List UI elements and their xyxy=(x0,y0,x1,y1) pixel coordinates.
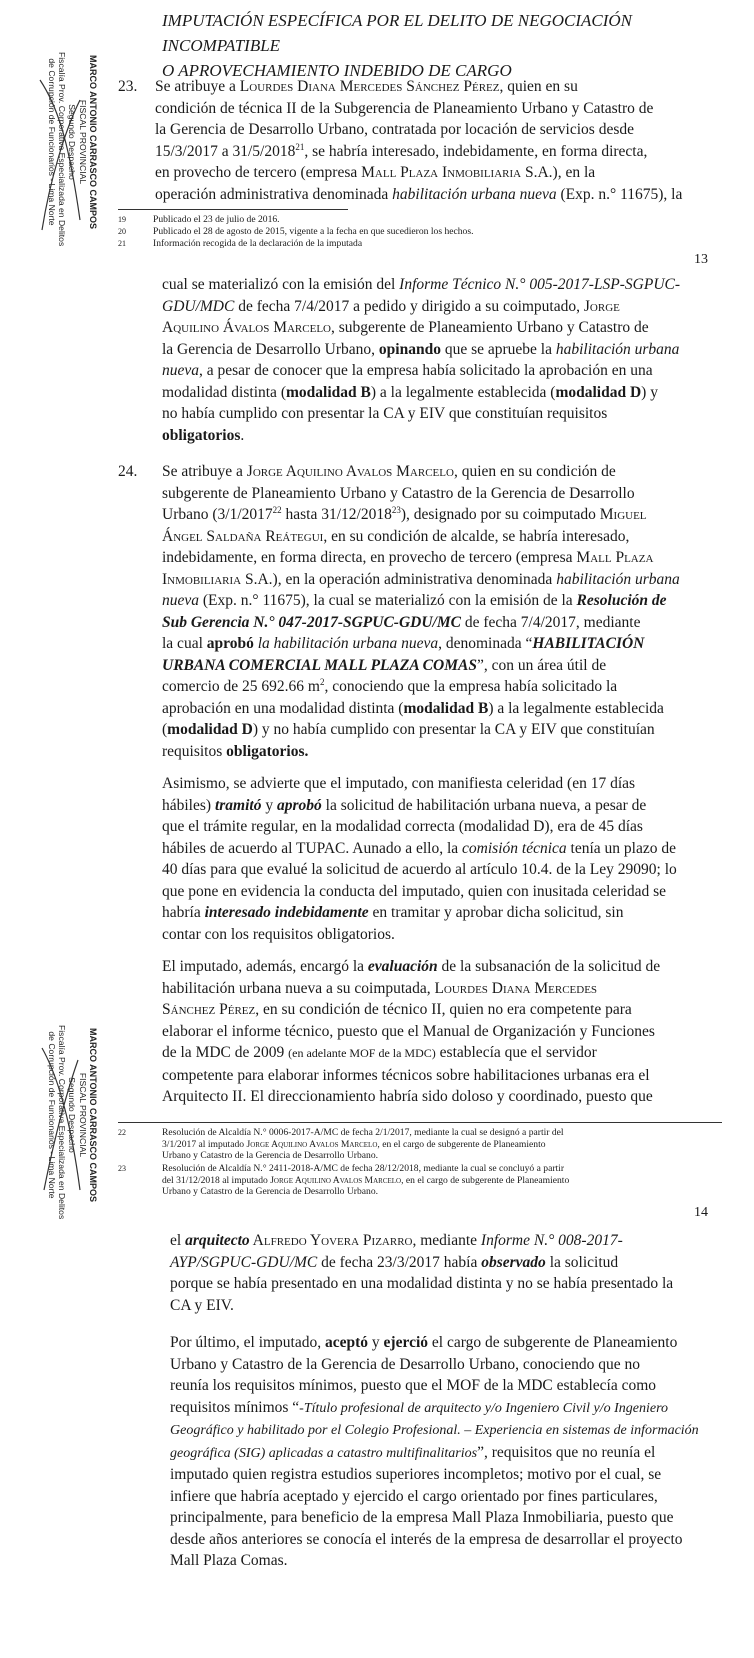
heading-line-2: O APROVECHAMIENTO INDEBIDO DE CARGO xyxy=(162,61,512,80)
text-span: hábiles de acuerdo al TUPAC. Aunado a ello, la xyxy=(162,839,463,857)
text-span: (Exp. n.° 11675), la xyxy=(556,185,683,203)
text-span: Jorge Aquilino Avalos Marcelo xyxy=(270,1174,402,1186)
section-heading xyxy=(162,8,722,83)
text-span: obligatorios. xyxy=(226,742,309,760)
text-span: infiere que habría aceptado y ejercido el cargo orientado por fines particulares, xyxy=(170,1487,658,1505)
paragraph-arquitecto xyxy=(170,1230,720,1316)
text-span: 3/1/2017 al imputado xyxy=(162,1138,247,1150)
text-span: Por último, el imputado, xyxy=(170,1334,325,1351)
text-span: URBANA COMERCIAL MALL PLAZA COMAS xyxy=(162,656,477,674)
text-span: de fecha 7/4/2017, mediante xyxy=(460,613,641,631)
text-span: en tramitar y aprobar dicha solicitud, sin xyxy=(368,904,624,921)
text-span: nueva xyxy=(162,362,200,379)
text-span: , se habría interesado, indebidamente, en forma directa, xyxy=(304,142,648,160)
text-span: nueva xyxy=(162,592,200,609)
footnote-ref-21: 21 xyxy=(295,141,305,152)
text-span: condición de técnica II de la Subgerencia de Planeamiento Urbano y Catastro de xyxy=(155,99,654,117)
text-span: ), designado por su coimputado xyxy=(400,506,600,523)
text-span: Informe N.° 008-2017- xyxy=(480,1232,623,1249)
text-span: FISCAL PROVINCIAL xyxy=(77,1072,88,1158)
text-span: el xyxy=(170,1232,186,1249)
signature-mark xyxy=(30,1040,90,1200)
text-span: habilitación urbana xyxy=(555,340,680,358)
text-span: 2 xyxy=(319,676,325,687)
text-span: Miguel xyxy=(599,506,647,523)
footnote-divider xyxy=(118,1122,722,1123)
text-span: habilitación urbana nueva xyxy=(392,185,557,203)
text-span: cual se materializó con la emisión del xyxy=(162,276,400,293)
text-span: ) a la legalmente establecida xyxy=(488,699,664,717)
text-span: ( xyxy=(162,721,168,738)
text-span: indebidamente, en forma directa, en provecho de tercero (empresa xyxy=(162,549,577,566)
text-span: aceptó xyxy=(325,1334,369,1351)
fiscal-stamp-bottom xyxy=(46,1025,99,1220)
text-span: Resolución de xyxy=(576,592,667,609)
paragraph-23 xyxy=(155,76,720,205)
text-span: ) a la legalmente establecida ( xyxy=(370,383,556,401)
text-span: reunía los requisitos mínimos, puesto que el MOF de la MDC establecía como xyxy=(170,1377,657,1394)
text-span: comisión técnica xyxy=(462,839,567,857)
text-span: y xyxy=(261,796,277,814)
text-span: arquitecto xyxy=(185,1232,250,1249)
footnote-divider xyxy=(118,209,348,210)
text-span: la Gerencia de Desarrollo Urbano, xyxy=(162,340,379,358)
text-span: aprobó xyxy=(276,796,322,814)
text-span: ejerció xyxy=(383,1334,429,1351)
footnotes-page-13 xyxy=(118,214,718,250)
text-span: tramitó xyxy=(214,796,262,814)
text-span: Arquitecto II. El direccionamiento habría sido doloso y coordinado, puesto que xyxy=(162,1088,653,1105)
text-span: desde años anteriores se conocía el interés de la empresa de desarrollar el proyecto xyxy=(170,1530,683,1548)
text-span: Alfredo Yovera Pizarro xyxy=(249,1232,413,1249)
text-span: GDU/MDC xyxy=(162,297,235,315)
text-span: , en el cargo de subgerente de Planeamiento xyxy=(377,1138,546,1150)
text-span: , quien en su xyxy=(499,78,578,95)
text-span: ”, con un área útil de xyxy=(476,656,607,674)
text-span: operación administrativa denominada xyxy=(155,185,393,203)
text-span: , en su condición de alcalde, se habría interesado, xyxy=(323,527,630,545)
text-span: CA y EIV. xyxy=(170,1296,234,1314)
text-span: 19 xyxy=(118,215,126,224)
text-span: y xyxy=(368,1334,384,1351)
text-span: ) y no había cumplido con presentar la CA y EIV que constituían xyxy=(252,721,655,738)
text-span: , mediante xyxy=(412,1232,481,1249)
text-span: de la subsanación de la solicitud de xyxy=(437,958,661,975)
text-span: no había cumplido con presentar la CA y EIV que constituían requisitos xyxy=(162,405,608,422)
text-span: evaluación xyxy=(367,958,438,975)
text-span: HABILITACIÓN xyxy=(532,635,645,652)
text-span: Urbano y Catastro de la Gerencia de Desarrollo Urbano, conociendo que no xyxy=(170,1355,640,1373)
text-span: modalidad B xyxy=(403,699,489,717)
text-span: establecía que el servidor xyxy=(435,1044,597,1061)
text-span: , denominada “ xyxy=(438,635,533,652)
text-span: , en el cargo de subgerente de Planeamiento xyxy=(401,1174,570,1186)
text-span: Geográfico y habilitado por el Colegio Profesional. – Experiencia en sistemas de información xyxy=(170,1423,699,1438)
text-span: contar con los requisitos obligatorios. xyxy=(162,925,395,943)
text-span: que el trámite regular, en la modalidad correcta (modalidad D), era de 45 días xyxy=(162,818,643,835)
text-span: comercio de 25 692.66 m xyxy=(162,678,320,695)
text-span: (en adelante MOF de la MDC) xyxy=(288,1046,436,1060)
text-span: 22 xyxy=(118,1128,126,1137)
text-span: ), en la xyxy=(552,164,596,181)
text-span: de la MDC de 2009 xyxy=(162,1044,289,1061)
text-span: Mall Plaza Inmobiliaria S.A. xyxy=(361,164,553,181)
text-span: que pone en evidencia la conducta del imputado, quien con inusitada celeridad se xyxy=(162,882,666,900)
text-span: Informe Técnico N.° 005-2017-LSP-SGPUC- xyxy=(399,276,681,293)
text-span: 40 días para que evalué la solicitud de acuerdo al artículo 10.4. de la Ley 29090; lo xyxy=(162,861,677,878)
text-span: observado xyxy=(481,1253,546,1271)
heading-line-1: IMPUTACIÓN ESPECÍFICA POR EL DELITO DE NEGOCIACIÓN INCOMPATIBLE xyxy=(162,11,633,55)
person-name: Jorge Aquilino Avalos Marcelo xyxy=(246,463,454,480)
stamp-name: MARCO ANTONIO CARRASCO CAMPOS xyxy=(88,54,98,229)
text-span: Jorge Aquilino Avalos Marcelo xyxy=(246,1138,378,1150)
text-span: Urbano y Catastro de la Gerencia de Desarrollo Urbano. xyxy=(162,1186,379,1197)
text-span: que se apruebe la xyxy=(440,340,556,358)
text-span: requisitos mínimos “ xyxy=(170,1398,300,1416)
text-span: Información recogida de la declaración de la imputada xyxy=(153,238,363,249)
text-span: 21 xyxy=(118,239,126,248)
text-span: MARCO ANTONIO CARRASCO CAMPOS xyxy=(88,1027,98,1202)
text-span: modalidad D xyxy=(555,383,642,401)
text-span: ), en la operación administrativa denominada xyxy=(272,570,557,588)
text-span: del 31/12/2018 al imputado xyxy=(162,1174,271,1186)
text-span: ) y xyxy=(641,383,658,401)
text-span: Aquilino Ávalos Marcelo xyxy=(162,319,331,336)
text-span: modalidad B xyxy=(285,383,371,401)
text-span: Mall Plaza Comas. xyxy=(170,1552,288,1569)
text-span: imputado quien registra estudios superiores incompletos; motivo por el cual, se xyxy=(170,1466,662,1483)
paragraph-24 xyxy=(162,461,720,762)
text-span: subgerente de Planeamiento Urbano y Catastro de la Gerencia de Desarrollo xyxy=(162,484,635,502)
text-span: 20 xyxy=(118,227,126,236)
paragraph-number-23: 23. xyxy=(118,78,138,95)
text-span: habría xyxy=(162,904,205,921)
text-span: El imputado, además, encargó la xyxy=(162,958,368,975)
text-span: 22 xyxy=(272,504,282,515)
text-span: de fecha 7/4/2017 a pedido y dirigido a su coimputado, xyxy=(234,297,584,315)
text-span: Resolución de Alcaldía N.° 0006-2017-A/MC de fecha 2/1/2017, mediante la cual se designó a partir del xyxy=(162,1127,564,1138)
text-span: Mall Plaza xyxy=(576,549,654,566)
paragraph-asimismo xyxy=(162,773,720,945)
text-span: la Gerencia de Desarrollo Urbano, contratada por locación de servicios desde xyxy=(155,121,635,138)
text-span: 23 xyxy=(118,1164,126,1173)
text-span: la solicitud xyxy=(545,1253,619,1271)
text-span: en provecho de tercero (empresa xyxy=(155,164,362,181)
text-span: , subgerente de Planeamiento Urbano y Catastro de xyxy=(331,319,649,336)
text-span: Fiscalía Prov. Corporativa Especializada en Delitos xyxy=(57,1025,68,1220)
text-span: competente para elaborar informes técnicos sobre habilitaciones urbanas era el xyxy=(162,1066,650,1084)
text-span: la habilitación urbana nueva xyxy=(253,635,439,652)
text-span: aprobó xyxy=(206,635,254,652)
text-span: interesado indebidamente xyxy=(204,904,369,921)
text-span: , en su condición de técnico II, quien no era competente para xyxy=(255,1001,632,1018)
text-span: modalidad D xyxy=(167,721,253,738)
text-span: AYP/SGPUC-GDU/MC xyxy=(170,1253,318,1271)
text-span: principalmente, para beneficio de la empresa Mall Plaza Inmobiliaria, puesto que xyxy=(170,1509,674,1526)
text-span: habilitación urbana nueva a su coimputada, xyxy=(162,979,435,997)
fiscal-stamp-top xyxy=(46,52,99,247)
text-span: de Corrupción de Funcionarios - Lima Norte xyxy=(46,1031,57,1199)
text-span: de fecha 23/3/2017 había xyxy=(317,1253,482,1271)
text-span: Ángel Saldaña Reátegui xyxy=(162,527,324,545)
footnotes-page-14 xyxy=(118,1127,722,1199)
text-span: 15/3/2017 a 31/5/2018 xyxy=(155,142,296,160)
text-span: Se atribuye a xyxy=(155,78,240,95)
text-span: (Exp. n.° 11675), la cual se materializó con la emisión de la xyxy=(199,592,577,609)
stamp-office: Segundo Despacho xyxy=(67,104,78,180)
text-span: Publicado el 23 de julio de 2016. xyxy=(153,214,280,225)
text-span: elaborar el informe técnico, puesto que el Manual de Organización y Funciones xyxy=(162,1022,655,1040)
page-number-13: 13 xyxy=(694,252,708,267)
paragraph-number-24: 24. xyxy=(118,463,138,480)
text-span: geográfica (SIG) aplicadas a catastro multifinalitarios xyxy=(170,1445,478,1461)
text-span: Asimismo, se advierte que el imputado, con manifiesta celeridad (en 17 días xyxy=(162,775,636,792)
stamp-unit-2: de Corrupción de Funcionarios - Lima Norte xyxy=(46,58,57,226)
paragraph-23-continued xyxy=(162,274,720,446)
text-span: Jorge xyxy=(583,297,620,315)
text-span: hábiles) xyxy=(162,796,215,814)
text-span: requisitos xyxy=(162,742,227,760)
text-span: Inmobiliaria S.A. xyxy=(162,570,273,588)
text-span: obligatorios xyxy=(162,426,241,444)
text-span: Sub Gerencia N.° 047-2017-SGPUC-GDU/MC xyxy=(162,613,461,631)
text-span: Urbano (3/1/2017 xyxy=(162,506,273,523)
text-span: porque se había presentado en una modalidad distinta y no se había presentado la xyxy=(170,1275,674,1292)
text-span: -Título profesional de arquitecto y/o Ingeniero Civil y/o Ingeniero xyxy=(299,1400,669,1416)
text-span: 23 xyxy=(391,504,401,515)
text-span: el cargo de subgerente de Planeamiento xyxy=(428,1334,678,1351)
stamp-unit-1: Fiscalía Prov. Corporativa Especializada en Delitos xyxy=(57,52,68,247)
text-span: Se atribuye a xyxy=(162,463,247,480)
paragraph-ademas xyxy=(162,956,720,1108)
stamp-title: FISCAL PROVINCIAL xyxy=(77,99,88,185)
person-name: Lourdes Diana Mercedes Sánchez Pérez xyxy=(239,78,500,95)
text-span: la solicitud de habilitación urbana nueva, a pesar de xyxy=(321,796,647,814)
text-span: . xyxy=(240,426,245,444)
text-span: , a pesar de conocer que la empresa había solicitado la aprobación en una xyxy=(199,362,653,379)
paragraph-por-ultimo xyxy=(170,1332,720,1572)
text-span: Publicado el 28 de agosto de 2015, vigente a la fecha en que sucedieron los hechos. xyxy=(153,226,474,237)
text-span: hasta 31/12/2018 xyxy=(281,506,392,523)
text-span: opinando xyxy=(378,340,441,358)
text-span: habilitación urbana xyxy=(556,570,680,588)
text-span: Urbano y Catastro de la Gerencia de Desarrollo Urbano. xyxy=(162,1150,379,1161)
text-span: , quien en su condición de xyxy=(453,463,616,480)
text-span: ”, requisitos que no reunía el xyxy=(477,1443,656,1461)
text-span: Resolución de Alcaldía N.° 2411-2018-A/MC de fecha 28/12/2018, mediante la cual se concluyó a partir xyxy=(162,1163,565,1174)
text-span: modalidad distinta ( xyxy=(162,383,286,401)
signature-mark xyxy=(30,70,90,240)
text-span: la cual xyxy=(162,635,207,652)
text-span: Segundo Despacho xyxy=(67,1077,78,1153)
text-span: Sánchez Pérez xyxy=(162,1001,256,1018)
text-span: Lourdes Diana Mercedes xyxy=(434,979,598,997)
text-span: aprobación en una modalidad distinta ( xyxy=(162,699,404,717)
page-number-14: 14 xyxy=(694,1205,708,1220)
text-span: tenía un plazo de xyxy=(566,839,676,857)
text-span: , conociendo que la empresa había solicitado la xyxy=(324,678,618,695)
